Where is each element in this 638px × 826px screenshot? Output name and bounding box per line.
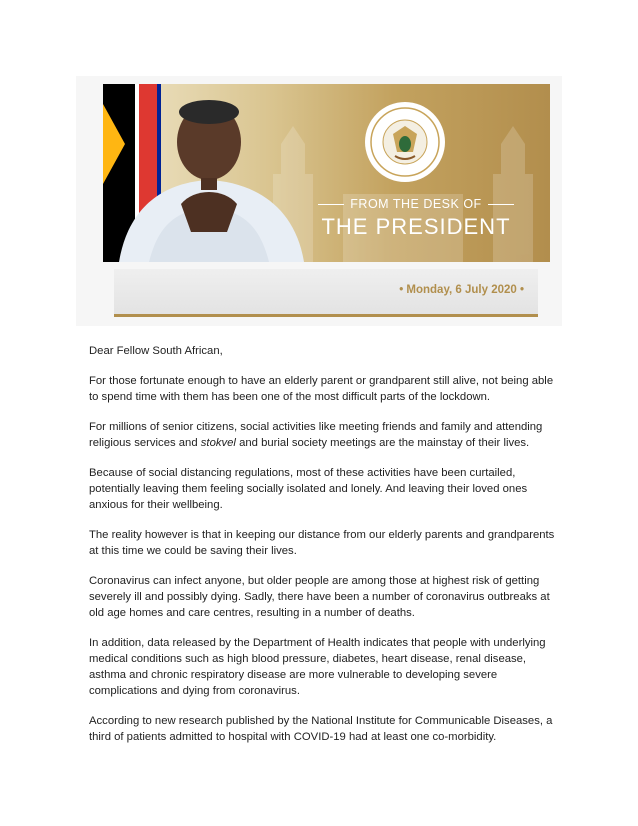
paragraph-2-text-a: For millions of senior citizens, social activities like meeting friends and family and attending religious services and <box>89 421 543 449</box>
desk-label: FROM THE DESK OF <box>350 197 482 211</box>
paragraph-1: For those fortunate enough to have an elderly parent or grandparent still alive, not being able to spend time with them has been one of the most difficult parts of the lockdown. <box>89 375 554 403</box>
paragraph-7: According to new research published by the National Institute for Communicable Diseases, a third of patients admitted to hospital with COVID-19 had at least one co-morbidity. <box>89 715 553 743</box>
paragraph-5: Coronavirus can infect anyone, but older people are among those at highest risk of getting severely ill and possibly dying. Sadly, there have been a number of coronavirus outbreaks at old age homes and care centres, resulting in a number of deaths. <box>89 575 550 619</box>
president-portrait <box>109 92 309 262</box>
desk-heading <box>311 197 521 211</box>
header-frame <box>76 76 562 326</box>
paragraph-4: The reality however is that in keeping our distance from our elderly parents and grandparents at this time we could be saving their lives. <box>89 529 555 557</box>
greeting: Dear Fellow South African, <box>89 345 223 357</box>
paragraph-6: In addition, data released by the Department of Health indicates that people with underlying medical conditions such as high blood pressure, diabetes, heart disease, renal disease, asthma and chronic respiratory disease are more vulnerable to developing severe complications and dying from coronavirus. <box>89 637 546 697</box>
paragraph-2-italic-term: stokvel <box>200 437 236 449</box>
date-bar <box>114 269 538 317</box>
letter-date: • Monday, 6 July 2020 • <box>399 284 524 296</box>
letter-body <box>89 343 559 759</box>
paragraph-2-text-b: and burial society meetings are the mainstay of their lives. <box>235 437 530 449</box>
divider <box>488 204 514 205</box>
divider <box>318 204 344 205</box>
paragraph-2 <box>89 419 559 451</box>
paragraph-3: Because of social distancing regulations, most of these activities have been curtailed, potentially leaving them feeling socially isolated and lonely. And leaving their loved ones anxious for their wellbeing. <box>89 467 528 511</box>
banner-title: THE PRESIDENT <box>321 214 511 239</box>
presidential-seal <box>363 100 447 184</box>
header-banner <box>103 84 550 262</box>
